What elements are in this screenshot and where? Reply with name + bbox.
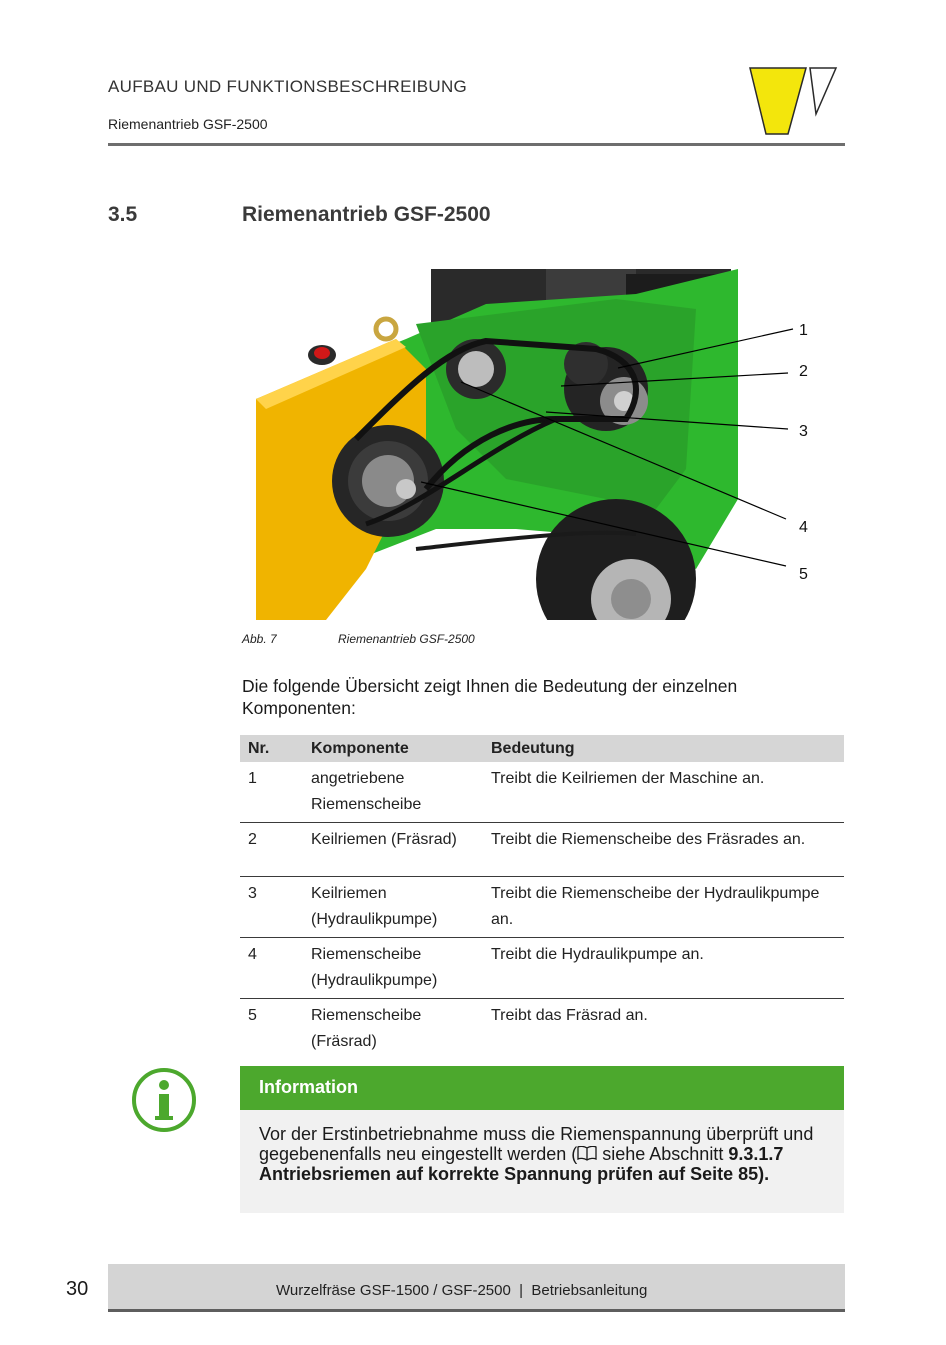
section-number: 3.5 (108, 203, 138, 226)
cell-nr: 3 (240, 877, 303, 938)
callout-3: 3 (799, 423, 808, 440)
cell-komponente: Keilriemen (Hydraulikpumpe) (303, 877, 483, 938)
info-box-title: Information (259, 1077, 358, 1097)
column-header-nr: Nr. (240, 735, 303, 762)
cell-komponente: Riemenscheibe (Fräsrad) (311, 1007, 422, 1050)
cell-komponente: angetriebene Riemenscheibe (303, 762, 483, 823)
header-subtitle: Riemenantrieb GSF-2500 (108, 116, 268, 132)
table-row (240, 762, 844, 823)
info-icon (130, 1066, 198, 1134)
section-title: Riemenantrieb GSF-2500 (242, 203, 491, 226)
components-table (240, 735, 844, 1059)
header-title: AUFBAU UND FUNKTIONSBESCHREIBUNG (108, 77, 468, 96)
book-icon (577, 1146, 597, 1161)
cell-komponente: Riemenscheibe (Hydraulikpumpe) (303, 938, 483, 999)
info-text-main: Vor der Erstinbetriebnahme muss die Riemenspannung überprüft und gegebenenfalls neu eingestellt werden ( (259, 1124, 814, 1164)
cell-bedeutung: Treibt die Hydraulikpumpe an. (483, 938, 844, 999)
cell-bedeutung: Treibt die Riemenscheibe des Fräsrades an. (483, 823, 844, 877)
callout-lines (256, 269, 856, 620)
table-row (240, 999, 844, 1060)
cell-bedeutung: Treibt die Riemenscheibe der Hydraulikpumpe an. (483, 877, 844, 938)
footer-text: Wurzelfräse GSF-1500 / GSF-2500 | Betriebsanleitung (276, 1282, 648, 1299)
header-rule (108, 143, 845, 146)
figure-caption-text: Riemenantrieb GSF-2500 (338, 632, 475, 646)
cell-nr: 4 (240, 938, 303, 999)
figure-caption-number: Abb. 7 (242, 632, 277, 646)
table-row (240, 877, 844, 938)
callout-4: 4 (799, 519, 808, 536)
cell-nr: 5 (248, 1007, 257, 1024)
cell-bedeutung: Treibt das Fräsrad an. (491, 1007, 648, 1024)
cell-nr: 1 (240, 762, 303, 823)
cell-nr: 2 (240, 823, 303, 877)
callout-1: 1 (799, 322, 808, 339)
cell-bedeutung: Treibt die Keilriemen der Maschine an. (483, 762, 844, 823)
info-text-reference[interactable]: 9.3.1.7 Antriebsriemen auf korrekte Spannung prüfen auf Seite 85). (259, 1144, 784, 1184)
cell-komponente: Keilriemen (Fräsrad) (303, 823, 483, 877)
info-text-ref-prefix: siehe Abschnitt (597, 1144, 724, 1164)
column-header-komponente: Komponente (303, 735, 483, 762)
logo-mark (744, 62, 840, 138)
footer-rule (108, 1309, 845, 1312)
column-header-bedeutung: Bedeutung (483, 735, 844, 762)
info-box-text (259, 1124, 831, 1184)
page-number: 30 (66, 1278, 89, 1300)
intro-paragraph: Die folgende Übersicht zeigt Ihnen die Bedeutung der einzelnen Komponenten: (242, 676, 738, 718)
table-row (240, 938, 844, 999)
callout-2: 2 (799, 363, 808, 380)
table-header-row (240, 735, 844, 762)
table-row (240, 823, 844, 877)
callout-5: 5 (799, 566, 808, 583)
